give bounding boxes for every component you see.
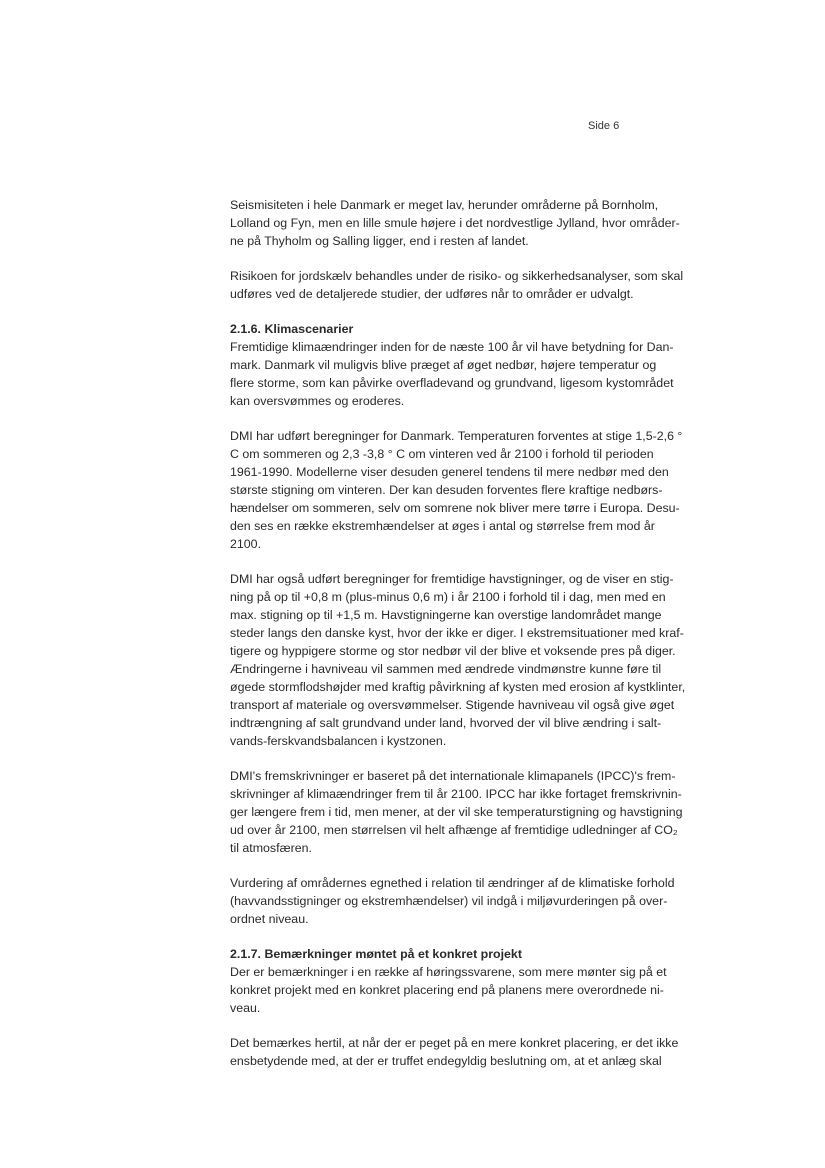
section-heading: 2.1.7. Bemærkninger møntet på et konkret projekt (230, 947, 522, 961)
text-line: øgede stormflodshøjder med kraftig påvirkning af kysten med erosion af kystklinter, (230, 680, 686, 694)
text-line: indtrængning af salt grundvand under land, hvorved der vil blive ændring i salt- (230, 716, 662, 730)
text-line: ning på op til +0,8 m (plus-minus 0,6 m) i år 2100 i forhold til i dag, men med en (230, 590, 666, 604)
section-heading: 2.1.6. Klimascenarier (230, 322, 354, 336)
text-line: ger længere frem i tid, men mener, at der vil ske temperaturstigning og havstigning (230, 805, 683, 819)
text-line: steder langs den danske kyst, hvor der ikke er diger. I ekstremsituationer med kraf- (230, 626, 684, 640)
paragraph-ipcc (230, 767, 730, 857)
text-line: den ses en række ekstremhændelser at øges i antal og størrelse frem mod år (230, 519, 655, 533)
paragraph-note (230, 1034, 730, 1070)
text-line: Risikoen for jordskælv behandles under de risiko- og sikkerhedsanalyser, som skal (230, 269, 684, 283)
text-line: DMI's fremskrivninger er baseret på det internationale klimapanels (IPCC)'s frem- (230, 769, 676, 783)
text-line: største stigning om vinteren. Der kan desuden forventes flere kraftige nedbørs- (230, 483, 663, 497)
paragraph-assessment (230, 874, 730, 928)
text-line: flere storme, som kan påvirke overfladevand og grundvand, ligesom kystområdet (230, 376, 674, 390)
text-line: DMI har også udført beregninger for fremtidige havstigninger, og de viser en stig- (230, 572, 674, 586)
text-line: 1961-1990. Modellerne viser desuden generel tendens til mere nedbør med den (230, 465, 669, 479)
text-line: Der er bemærkninger i en række af høringssvarene, som mere mønter sig på et (230, 965, 667, 979)
text-line: ensbetydende med, at der er truffet endegyldig beslutning om, at et anlæg skal (230, 1054, 662, 1068)
text-line: konkret projekt med en konkret placering end på planens mere overordnede ni- (230, 983, 664, 997)
text-line: (havvandsstigninger og ekstremhændelser) vil indgå i miljøvurderingen på over- (230, 894, 668, 908)
paragraph-earthquake-risk (230, 267, 730, 303)
text-line: Vurdering af områdernes egnethed i relation til ændringer af de klimatiske forhold (230, 876, 675, 890)
text-line: udføres ved de detaljerede studier, der udføres når to områder er udvalgt. (230, 287, 634, 301)
text-line: Lolland og Fyn, men en lille smule højere i det nordvestlige Jylland, hvor områder- (230, 216, 680, 230)
text-line: ne på Thyholm og Salling ligger, end i resten af landet. (230, 234, 529, 248)
text-line: DMI har udført beregninger for Danmark. Temperaturen forventes at stige 1,5-2,6 ° (230, 429, 683, 443)
text-line: Ændringerne i havniveau vil sammen med ændrede vindmønstre kunne føre til (230, 662, 662, 676)
text-line: mark. Danmark vil muligvis blive præget af øget nedbør, højere temperatur og (230, 358, 657, 372)
text-line: Det bemærkes hertil, at når der er peget på en mere konkret placering, er det ikke (230, 1036, 679, 1050)
text-line: tigere og hyppigere storme og stor nedbør vil der blive et voksende pres på diger. (230, 644, 676, 658)
text-line: max. stigning op til +1,5 m. Havstigningerne kan overstige landområdet mange (230, 608, 662, 622)
page-number: Side 6 (588, 120, 620, 132)
text-line: til atmosfæren. (230, 841, 312, 855)
paragraph-seismicity (230, 196, 730, 250)
text-line: C om sommeren og 2,3 -3,8 ° C om vinteren ved år 2100 i forhold til perioden (230, 447, 654, 461)
text-line: Seismisiteten i hele Danmark er meget lav, herunder områderne på Bornholm, (230, 198, 659, 212)
text-line: vands-ferskvandsbalancen i kystzonen. (230, 734, 447, 748)
paragraph-dmi-temperature (230, 427, 730, 553)
document-body (230, 196, 730, 1087)
text-line: skrivninger af klimaændringer frem til år 2100. IPCC har ikke fortaget fremskrivnin- (230, 787, 682, 801)
text-line: ud over år 2100, men størrelsen vil helt afhænge af fremtidige udledninger af CO₂ (230, 823, 678, 837)
text-line: ordnet niveau. (230, 912, 309, 926)
text-line: kan oversvømmes og eroderes. (230, 394, 405, 408)
text-line: hændelser om sommeren, selv om somrene nok bliver mere tørre i Europa. Desu- (230, 501, 680, 515)
section-project-remarks (230, 945, 730, 1017)
text-line: veau. (230, 1001, 261, 1015)
section-climate-scenarios (230, 320, 730, 410)
text-line: 2100. (230, 537, 262, 551)
text-line: transport af materiale og oversvømmelser. Stigende havniveau vil også give øget (230, 698, 675, 712)
text-line: Fremtidige klimaændringer inden for de næste 100 år vil have betydning for Dan- (230, 340, 674, 354)
paragraph-sea-level (230, 570, 730, 750)
